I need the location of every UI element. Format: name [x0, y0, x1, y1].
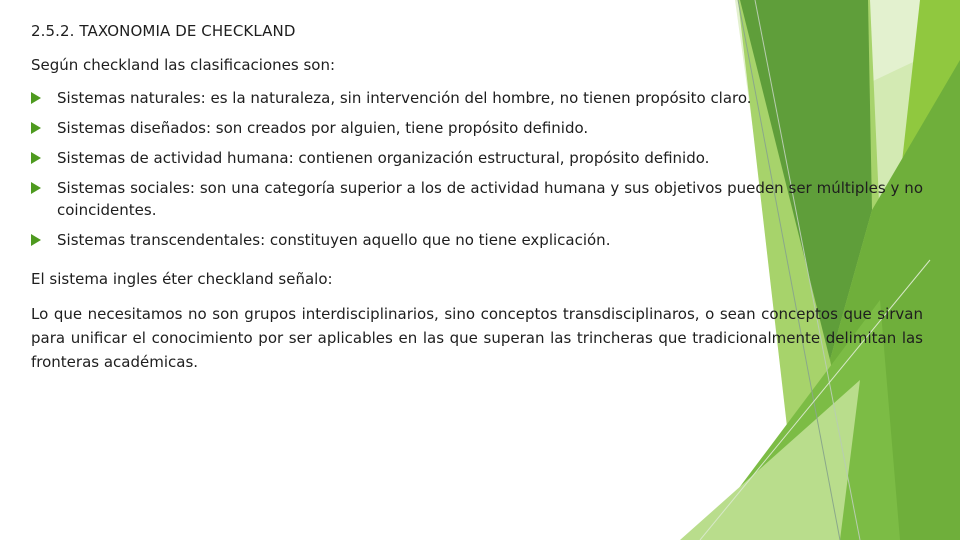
- body-paragraph: Lo que necesitamos no son grupos interdisciplinarios, sino conceptos transdisciplinaros, o sean conceptos que sirvan para unificar el conocimiento por ser aplicables en las que superan las trincheras que tradicionalmente delimitan las fronteras académicas.: [31, 305, 923, 371]
- bullet-item: [31, 229, 923, 251]
- bullet-item: [31, 117, 923, 139]
- slide-content: [31, 20, 923, 374]
- triangle-bullet-icon: [31, 92, 41, 104]
- bullet-list: [31, 87, 923, 251]
- triangle-bullet-icon: [31, 122, 41, 134]
- triangle-bullet-icon: [31, 234, 41, 246]
- bullet-text: Sistemas sociales: son una categoría superior a los de actividad humana y sus objetivos pueden ser múltiples y no coincidentes.: [57, 179, 923, 219]
- bullet-item: [31, 87, 923, 109]
- subheading-text: El sistema ingles éter checkland señalo:: [31, 270, 333, 288]
- bullet-text: Sistemas de actividad humana: contienen organización estructural, propósito definido.: [57, 149, 710, 167]
- bullet-item: [31, 147, 923, 169]
- light-green-bottom-wedge: [680, 380, 860, 540]
- triangle-bullet-icon: [31, 152, 41, 164]
- slide-title: 2.5.2. TAXONOMIA DE CHECKLAND: [31, 22, 296, 40]
- bullet-text: Sistemas diseñados: son creados por alguien, tiene propósito definido.: [57, 119, 589, 137]
- bullet-item: [31, 177, 923, 221]
- triangle-bullet-icon: [31, 182, 41, 194]
- bullet-text: Sistemas transcendentales: constituyen aquello que no tiene explicación.: [57, 231, 611, 249]
- bullet-text: Sistemas naturales: es la naturaleza, sin intervención del hombre, no tienen propósito claro.: [57, 89, 752, 107]
- intro-text: Según checkland las clasificaciones son:: [31, 56, 336, 74]
